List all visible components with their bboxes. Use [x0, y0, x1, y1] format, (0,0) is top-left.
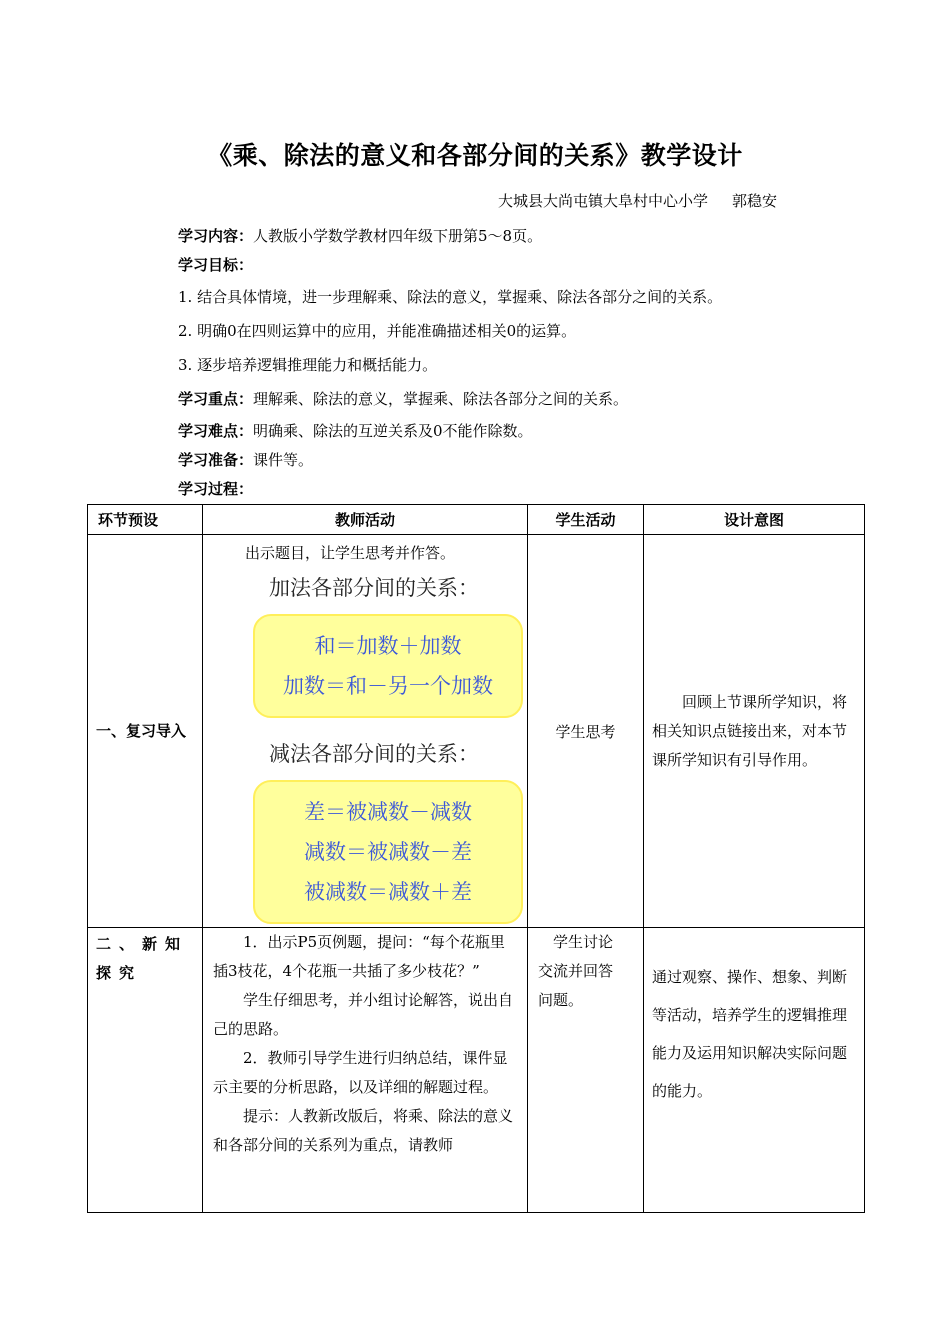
- teacher-intro: 出示题目，让学生思考并作答。: [245, 544, 456, 562]
- teacher-para: 学生仔细思考，并小组讨论解答，说出自己的思路。: [213, 991, 514, 1038]
- addition-title: 加法各部分间的关系：: [269, 576, 479, 600]
- stage-cell: 二、新知探究: [88, 928, 203, 1213]
- table-row: [88, 928, 865, 1213]
- student-cell: 学生讨论交流并回答问题。: [528, 928, 644, 1213]
- stage-cell: 一、复习导入: [88, 535, 203, 928]
- teacher-cell: [203, 535, 528, 928]
- teacher-cell: [203, 928, 528, 1213]
- student-cell: 学生思考: [528, 535, 644, 928]
- process-line: [178, 478, 253, 499]
- table-row: [88, 535, 865, 928]
- review-slide: [213, 572, 515, 924]
- subtraction-line: 被减数＝减数＋差: [304, 880, 472, 904]
- header-teacher: 教师活动: [203, 505, 528, 535]
- content-line: [178, 225, 542, 246]
- goal-item-3: 3. 逐步培养逻辑推理能力和概括能力。: [178, 356, 438, 374]
- teacher-para: 提示：人教新改版后，将乘、除法的意义和各部分间的关系列为重点，请教师: [213, 1107, 514, 1154]
- prep-label: 学习准备：: [178, 451, 254, 469]
- difficulty-text: 明确乘、除法的互逆关系及0不能作除数。: [253, 422, 533, 440]
- goal-item-2: 2. 明确0在四则运算中的应用，并能准确描述相关0的运算。: [178, 322, 577, 340]
- focus-text: 理解乘、除法的意义，掌握乘、除法各部分之间的关系。: [253, 390, 629, 408]
- intent-cell: [644, 535, 865, 928]
- addition-line: 和＝加数＋加数: [314, 634, 462, 658]
- goals-heading: [178, 254, 253, 275]
- focus-label: 学习重点：: [178, 390, 254, 408]
- author-line: [498, 190, 777, 211]
- content-label: 学习内容：: [178, 227, 254, 245]
- header-intent: 设计意图: [644, 505, 865, 535]
- process-label: 学习过程：: [178, 480, 254, 498]
- difficulty-label: 学习难点：: [178, 422, 254, 440]
- prep-text: 课件等。: [253, 451, 314, 469]
- difficulty-line: [178, 420, 533, 441]
- addition-box: [253, 614, 523, 718]
- prep-line: [178, 449, 313, 470]
- intent-text: 回顾上节课所学知识，将相关知识点链接出来，对本节课所学知识有引导作用。: [652, 692, 848, 769]
- subtraction-box: [253, 780, 523, 924]
- author-name: 郭稳安: [732, 192, 778, 210]
- author-school: 大城县大尚屯镇大阜村中心小学: [498, 192, 709, 210]
- intent-cell: 通过观察、操作、想象、判断等活动，培养学生的逻辑推理能力及运用知识解决实际问题的能力。: [644, 928, 865, 1213]
- header-student: 学生活动: [528, 505, 644, 535]
- subtraction-line: 差＝被减数－减数: [304, 800, 472, 824]
- goals-label: 学习目标：: [178, 256, 254, 274]
- header-stage: 环节预设: [88, 505, 203, 535]
- table-header-row: [88, 505, 865, 535]
- lesson-table: [87, 504, 865, 1213]
- page-title: 《乘、除法的意义和各部分间的关系》教学设计: [207, 141, 743, 170]
- goal-item-1: 1. 结合具体情境，进一步理解乘、除法的意义，掌握乘、除法各部分之间的关系。: [178, 288, 723, 306]
- content-text: 人教版小学数学教材四年级下册第5～8页。: [253, 227, 543, 245]
- subtraction-line: 减数＝被减数－差: [304, 840, 472, 864]
- addition-line: 加数＝和－另一个加数: [283, 674, 493, 698]
- focus-line: [178, 388, 628, 409]
- teacher-para: 1．出示P5页例题，提问：“每个花瓶里插3枝花，4个花瓶一共插了多少枝花？”: [213, 933, 505, 980]
- subtraction-title: 减法各部分间的关系：: [269, 742, 479, 766]
- teacher-para: 2．教师引导学生进行归纳总结，课件显示主要的分析思路，以及详细的解题过程。: [213, 1049, 508, 1096]
